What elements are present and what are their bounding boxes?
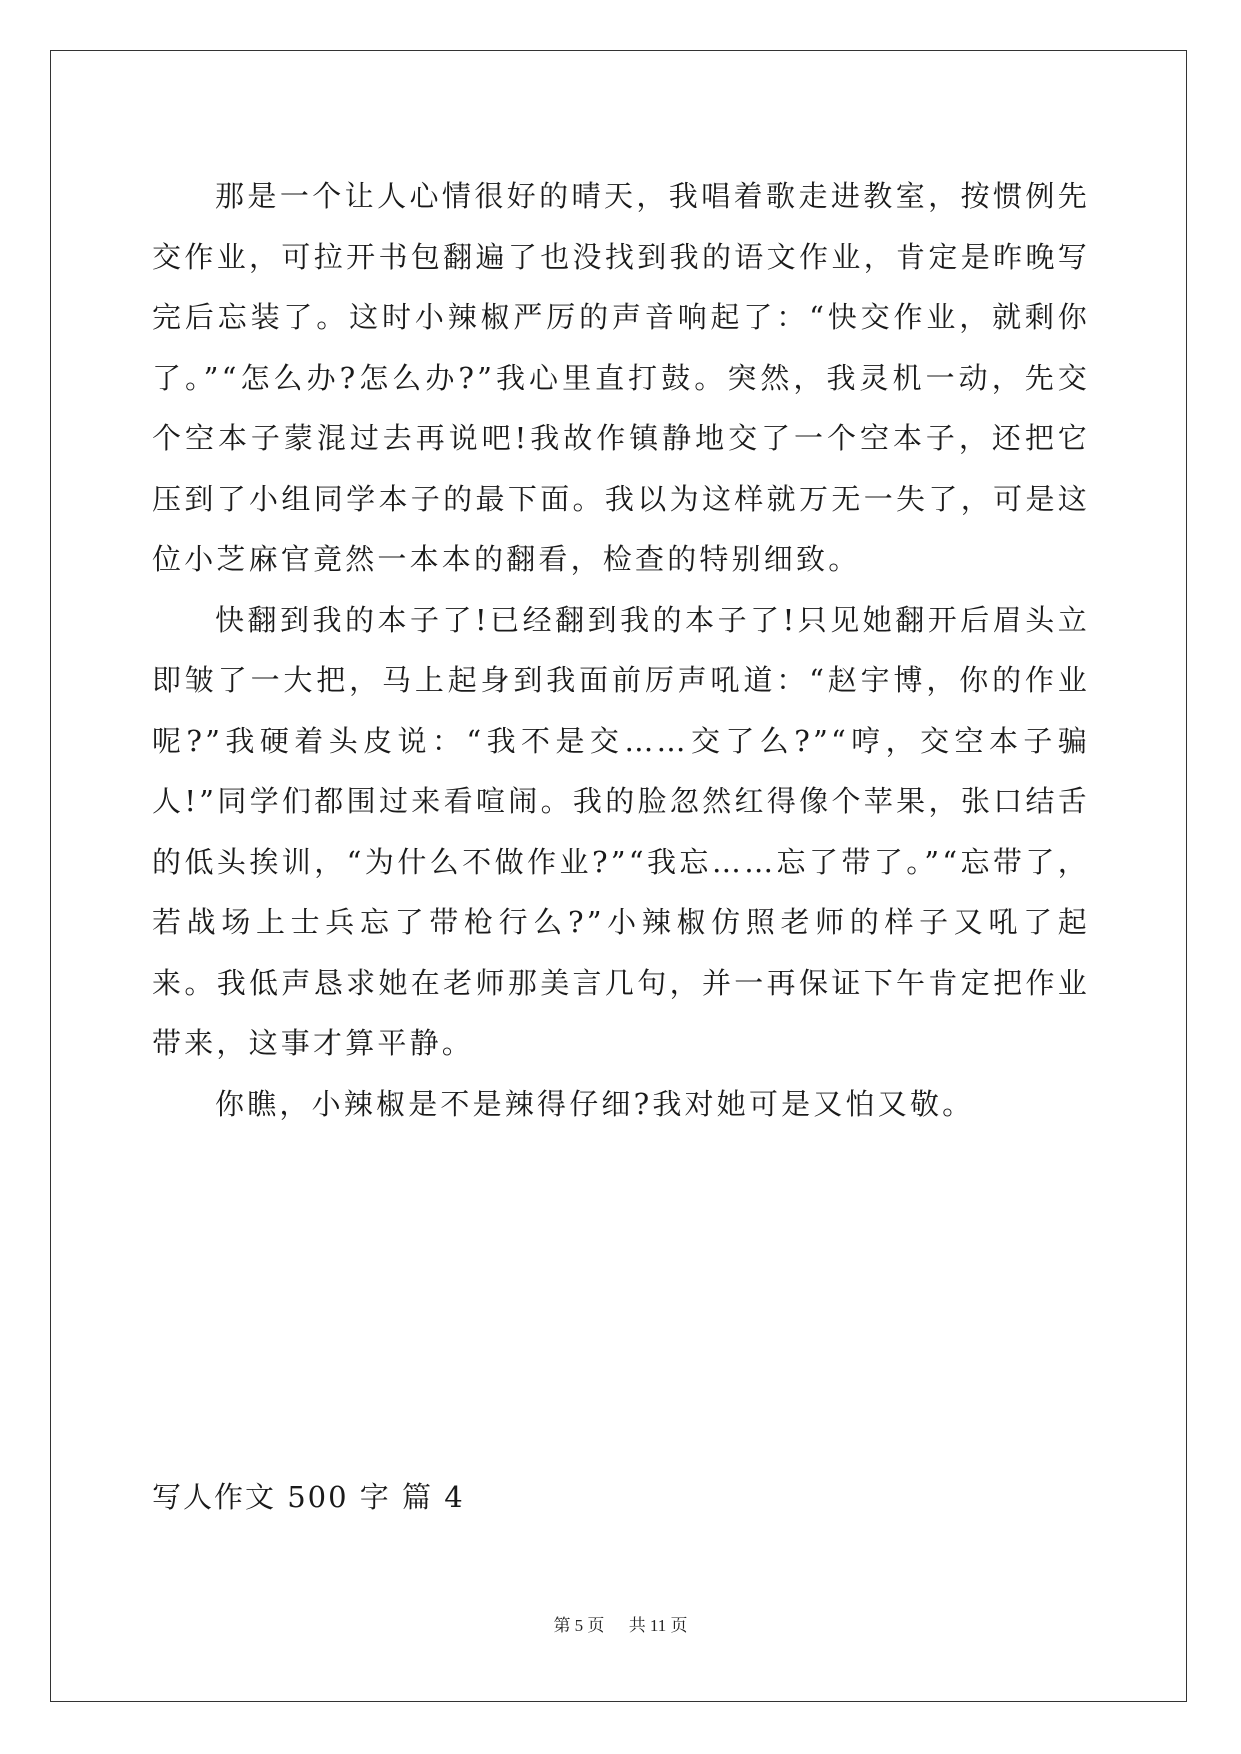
paragraph-1: 那是一个让人心情很好的晴天，我唱着歌走进教室，按惯例先交作业，可拉开书包翻遍了也没找到我的语文作业，肯定是昨晚写完后忘装了。这时小辣椒严厉的声音响起了：“快交作业，就剩你了。”“怎么办?怎么办?”我心里直打鼓。突然，我灵机一动，先交个空本子蒙混过去再说吧!我故作镇静地交了一个空本子，还把它压到了小组同学本子的最下面。我以为这样就万无一失了，可是这位小芝麻官竟然一本本的翻看，检查的特别细致。 [152,179,1090,576]
page-footer [0,1614,1241,1638]
page-total: 共 11 页 [628,1616,688,1635]
page-number: 第 5 页 [553,1616,605,1635]
section-heading: 写人作文 500 字 篇 4 [152,1480,465,1514]
paragraph-3: 你瞧，小辣椒是不是辣得仔细?我对她可是又怕又敬。 [215,1086,975,1121]
paragraph-2: 快翻到我的本子了!已经翻到我的本子了!只见她翻开后眉头立即皱了一大把，马上起身到我面前厉声吼道：“赵宇博，你的作业呢?”我硬着头皮说：“我不是交……交了么?”“哼，交空本子骗人!”同学们都围过来看喧闹。我的脸忽然红得像个苹果，张口结舌的低头挨训，“为什么不做作业?”“我忘……忘了带了。”“忘带了，若战场上士兵忘了带枪行么?”小辣椒仿照老师的样子又吼了起来。我低声恳求她在老师那美言几句，并一再保证下午肯定把作业带来，这事才算平静。 [152,602,1090,1060]
document-body [152,166,1090,1134]
